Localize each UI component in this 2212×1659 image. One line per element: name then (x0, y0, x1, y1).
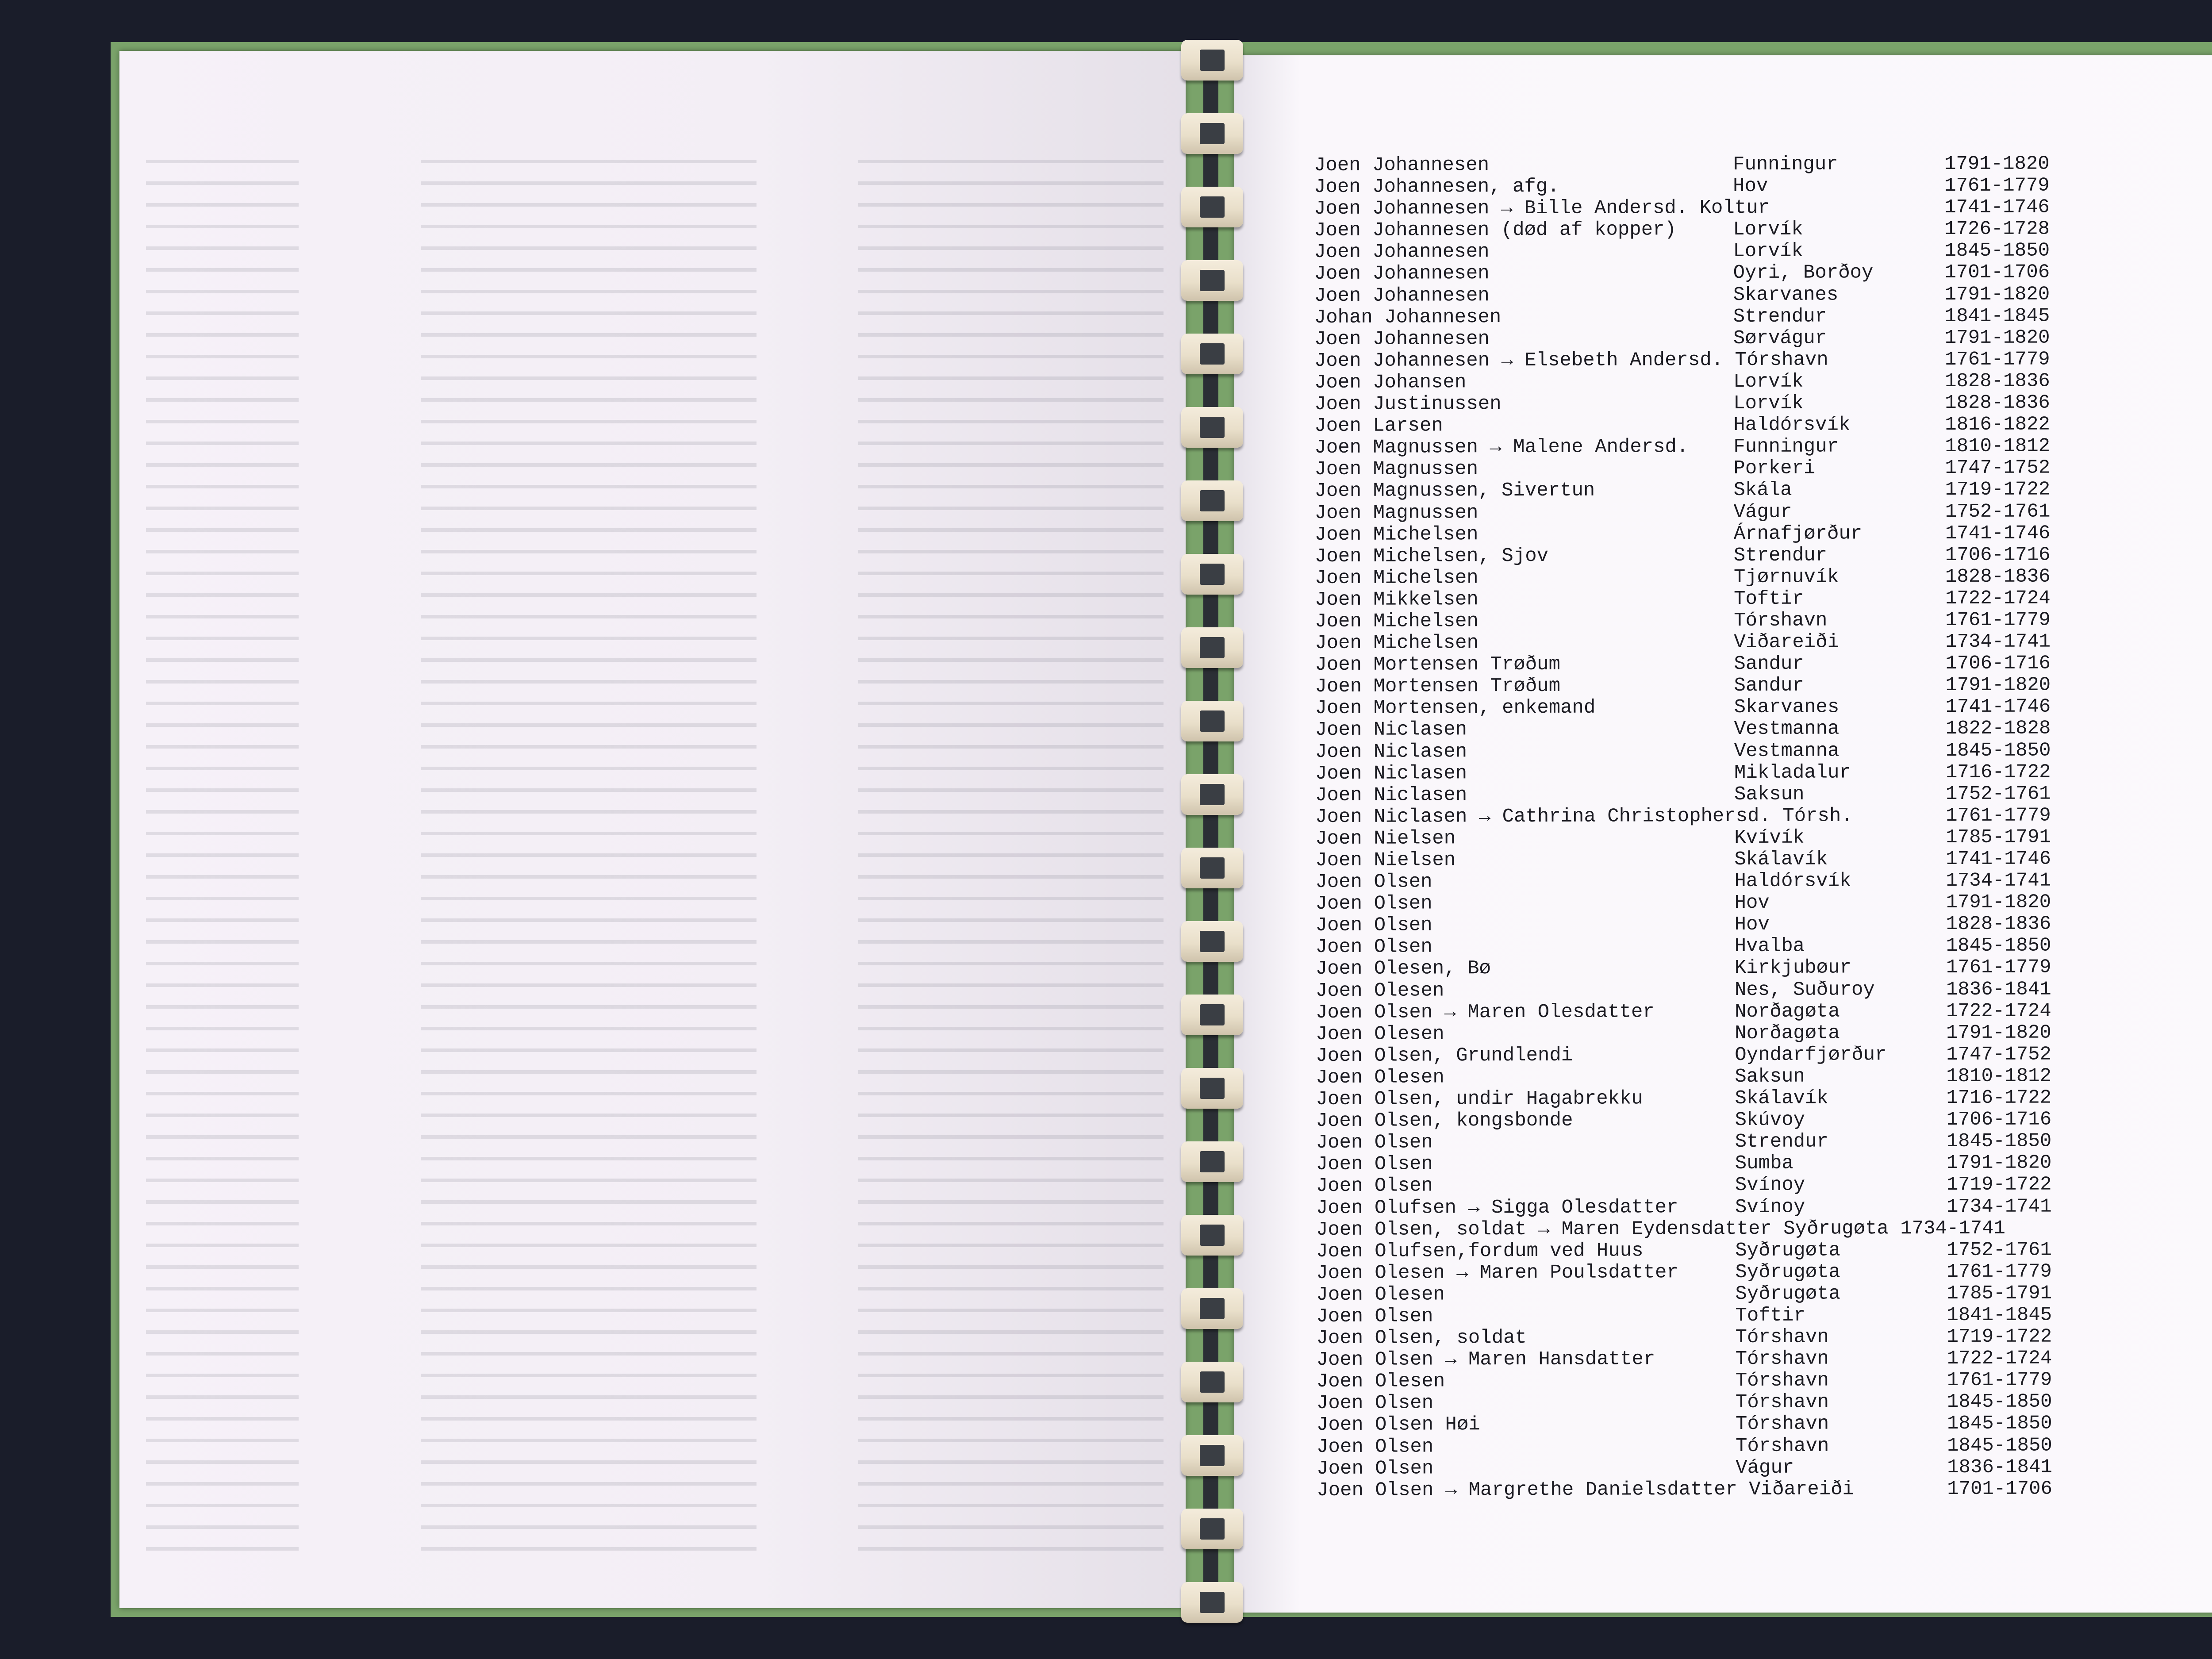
entry-name: Joen Michelsen (1314, 523, 1479, 546)
entry-years: 1828-1836 (1945, 392, 2050, 415)
entry-years: 1722-1724 (1945, 587, 2051, 610)
entry-place: Hov (1734, 892, 1770, 914)
entry-years: 1701-1706 (1944, 261, 2050, 284)
entry-place: Tórshavn (1735, 1369, 1829, 1392)
entry-years: 1722-1724 (1946, 1000, 2051, 1022)
entry-name: Joen Niclasen (1315, 718, 1467, 741)
entry-years: 1719-1722 (1946, 1173, 2052, 1196)
register-entry (1316, 1065, 2212, 1089)
entry-years: 1791-1820 (1944, 283, 2050, 306)
entry-name: Joen Olsen (1316, 1153, 1433, 1176)
entry-years: 1791-1820 (1946, 1152, 2052, 1175)
register-entry (1316, 1108, 2212, 1132)
entry-place: Syðrugøta (1735, 1261, 1840, 1283)
register-entry (1316, 978, 2212, 1002)
register-entry (1316, 935, 2212, 959)
entry-years: 1836-1841 (1947, 1456, 2052, 1479)
register-entry (1316, 1304, 2212, 1328)
entry-name: Joen Olsen (1316, 1392, 1434, 1415)
register-entry (1314, 457, 2212, 481)
entry-place: Syðrugøta (1735, 1239, 1840, 1262)
entry-place: Tórshavn (1736, 1435, 1829, 1457)
register-entry (1315, 674, 2212, 698)
register-entry (1315, 565, 2212, 589)
entry-name: Joen Olsen (1315, 871, 1432, 894)
binding-coil (1181, 187, 1243, 227)
entry-years: 1785-1791 (1947, 1282, 2052, 1305)
entry-name: Joen Michelsen (1314, 567, 1479, 589)
register-entry (1314, 348, 2212, 372)
entry-place: Svínoy (1735, 1196, 1805, 1218)
entry-name: Joen Olesen, Bø (1315, 957, 1491, 980)
register-entry (1316, 1282, 2212, 1306)
entry-name: Joen Niclasen (1315, 762, 1467, 785)
register-entry (1315, 479, 2212, 503)
register-entry (1314, 283, 2212, 307)
entry-name: Joen Olsen (1316, 1131, 1433, 1154)
entry-place: Norðagøta (1735, 1000, 1840, 1023)
entry-years: 1741-1746 (1945, 522, 2051, 545)
register-entry (1314, 435, 2212, 459)
entry-name: Joen Olsen, Grundlendi (1316, 1044, 1573, 1067)
register-entry (1314, 196, 2212, 220)
register-entry (1314, 218, 2212, 242)
entry-place: Tórshavn (1735, 1413, 1829, 1436)
binding-coil (1181, 407, 1243, 448)
register-entry (1317, 1325, 2212, 1349)
entry-name: Joen Olsen (1315, 892, 1432, 915)
register-entry (1314, 261, 2212, 285)
entry-place: Tórshavn (1735, 1391, 1829, 1414)
entry-place: Haldórsvík (1734, 870, 1851, 893)
entry-years: 1845-1850 (1947, 1390, 2052, 1413)
entry-place: Kvívík (1734, 826, 1805, 849)
entry-place: Toftir (1735, 1304, 1805, 1327)
register-entry (1316, 1043, 2212, 1067)
binding-coil (1181, 774, 1243, 815)
entry-years: 1761-1779 (1946, 956, 2051, 979)
entry-years: 1747-1752 (1945, 457, 2051, 480)
entry-name: Joen Johannesen (død af kopper) (1314, 219, 1676, 242)
entry-name: Joen Johannesen (1313, 154, 1490, 177)
register-entry (1314, 153, 2212, 177)
entry-name: Joen Olsen → Maren Olesdatter (1316, 1001, 1655, 1024)
entry-name: Joen Olsen, soldat → Maren Eydensdatter Syðrugøta 1734-1741 (1316, 1217, 2005, 1241)
entry-name: Joen Olsen (1315, 936, 1432, 959)
entry-name: Joen Niclasen → Cathrina Christophersd. Tórsh. (1315, 805, 1853, 828)
entry-years: 1726-1728 (1944, 218, 2050, 241)
entry-years: 1706-1716 (1945, 544, 2051, 566)
entry-years: 1719-1722 (1947, 1325, 2052, 1348)
entry-place: Strendur (1735, 1130, 1828, 1153)
register-entry (1315, 826, 2212, 850)
entry-name: Joen Olesen (1316, 1370, 1445, 1393)
entry-name: Joen Olsen (1317, 1435, 1434, 1458)
entry-name: Joen Olesen (1316, 1066, 1444, 1089)
entry-name: Joen Niclasen (1315, 783, 1467, 806)
entry-years: 1791-1820 (1944, 153, 2050, 176)
register-entry (1317, 1478, 2212, 1502)
entry-name: Joen Johansen (1314, 371, 1467, 394)
register-entry (1316, 1195, 2212, 1219)
register-entry (1316, 1087, 2212, 1110)
entry-name: Joen Olsen → Margrethe Danielsdatter Viðareiði (1317, 1478, 1854, 1502)
entry-years: 1716-1722 (1945, 761, 2051, 783)
entry-years: 1722-1724 (1947, 1347, 2052, 1370)
entry-place: Lorvík (1733, 218, 1803, 241)
entry-years: 1828-1836 (1946, 913, 2051, 936)
entry-years: 1841-1845 (1947, 1304, 2052, 1326)
entry-name: Joen Mortensen Trøðum (1315, 653, 1560, 676)
entry-name: Joen Nielsen (1315, 827, 1456, 850)
register-entry (1314, 370, 2212, 394)
entry-years: 1791-1820 (1946, 1022, 2051, 1044)
entry-name: Joen Olesen (1315, 979, 1444, 1002)
entry-name: Joen Michelsen, Sjov (1314, 545, 1549, 568)
register-entry (1316, 1239, 2212, 1263)
register-entry (1315, 869, 2212, 893)
entry-place: Skúvoy (1735, 1109, 1805, 1132)
entry-place: Toftir (1734, 588, 1804, 610)
entry-name: Joen Johannesen, afg. (1314, 175, 1559, 199)
entry-years: 1828-1836 (1945, 565, 2051, 588)
entry-place: Hvalba (1734, 935, 1805, 958)
entry-years: 1752-1761 (1945, 783, 2051, 805)
entry-place: Syðrugøta (1735, 1283, 1841, 1305)
entry-place: Strendur (1733, 305, 1827, 328)
entry-years: 1836-1841 (1946, 978, 2051, 1001)
entry-years: 1752-1761 (1947, 1239, 2052, 1261)
register-entry (1315, 804, 2212, 828)
binding-coil (1181, 1509, 1243, 1549)
entry-years: 1734-1741 (1946, 1195, 2052, 1218)
binding-coil (1181, 921, 1243, 962)
entry-name: Joen Olsen, undir Hagabrekku (1316, 1087, 1643, 1111)
register-entry (1316, 1260, 2212, 1284)
binding-coil (1181, 701, 1243, 741)
entry-name: Joen Mortensen, enkemand (1315, 697, 1596, 720)
register-entry (1315, 630, 2212, 654)
entry-years: 1845-1850 (1944, 239, 2050, 262)
entry-place: Sandur (1734, 653, 1804, 676)
entry-years: 1706-1716 (1946, 1108, 2052, 1131)
entry-name: Joen Olsen Høi (1316, 1413, 1480, 1436)
entry-years: 1741-1746 (1945, 695, 2051, 718)
register-entry (1315, 609, 2212, 633)
register-entry (1316, 1174, 2212, 1198)
binding-coil (1181, 995, 1243, 1035)
entry-place: Oyri, Borðoy (1733, 261, 1874, 284)
entry-name: Joen Magnussen (1314, 458, 1479, 481)
entry-name: Joen Mortensen Trøðum (1315, 675, 1561, 698)
entry-years: 1791-1820 (1944, 326, 2050, 349)
entry-name: Joen Olsen → Maren Hansdatter (1316, 1348, 1655, 1371)
entry-place: Funningur (1733, 435, 1839, 458)
entry-years: 1734-1741 (1945, 630, 2051, 653)
entry-place: Haldórsvík (1733, 414, 1851, 437)
entry-name: Joen Magnussen, Sivertun (1314, 480, 1595, 503)
register-entry (1314, 174, 2212, 198)
entry-place: Oyndarfjørður (1735, 1044, 1887, 1066)
entry-name: Joen Olsen (1316, 1175, 1433, 1198)
entry-years: 1706-1716 (1945, 652, 2051, 675)
entry-years: 1761-1779 (1947, 1260, 2052, 1283)
register-entry (1315, 761, 2212, 785)
entry-years: 1719-1722 (1945, 478, 2051, 501)
entry-place: Tórshavn (1735, 1348, 1829, 1371)
entry-place: Sandur (1734, 674, 1805, 697)
register-entry (1315, 522, 2212, 546)
binding-coil (1181, 627, 1243, 668)
register-entry (1315, 739, 2212, 763)
register-entry (1315, 544, 2212, 568)
entry-years: 1761-1779 (1944, 348, 2050, 371)
entry-years: 1841-1845 (1944, 305, 2050, 327)
entry-name: Joen Mikkelsen (1315, 588, 1479, 611)
binding-coil (1181, 1362, 1243, 1402)
entry-place: Hov (1733, 175, 1768, 198)
entry-name: Joen Olsen, soldat (1316, 1327, 1527, 1350)
entry-years: 1741-1746 (1946, 848, 2051, 871)
register-entry (1316, 1217, 2212, 1241)
entry-years: 1761-1779 (1946, 804, 2051, 827)
binding-coil (1181, 1288, 1243, 1329)
entry-place: Skálavík (1734, 848, 1828, 871)
entry-place: Svínoy (1735, 1174, 1805, 1197)
entry-name: Joen Michelsen (1315, 610, 1479, 633)
binding-coil (1181, 113, 1243, 154)
entry-place: Lorvík (1733, 392, 1804, 415)
entry-years: 1845-1850 (1946, 934, 2051, 957)
entry-years: 1810-1812 (1946, 1065, 2052, 1087)
entry-name: Johan Johannesen (1314, 306, 1502, 329)
entry-place: Sumba (1735, 1152, 1793, 1175)
entry-place: Sørvágur (1733, 327, 1827, 349)
entry-place: Vestmanna (1734, 740, 1839, 762)
register-entry (1314, 413, 2212, 437)
register-entry (1317, 1456, 2212, 1480)
register-entry (1314, 240, 2212, 264)
entry-place: Funningur (1732, 153, 1838, 176)
entry-name: Joen Nielsen (1315, 849, 1456, 872)
entry-place: Árnafjørður (1733, 522, 1863, 545)
binding-coil (1181, 1215, 1243, 1256)
entry-place: Skarvanes (1734, 696, 1839, 719)
right-page (1234, 55, 2212, 1613)
binding-coil (1181, 1582, 1243, 1623)
entry-place: Skarvanes (1733, 284, 1839, 306)
entry-place: Hov (1734, 914, 1770, 936)
binding-coil (1181, 554, 1243, 595)
entry-place: Saksun (1734, 783, 1805, 806)
entry-years: 1716-1722 (1946, 1087, 2052, 1110)
entry-place: Tórshavn (1735, 1326, 1829, 1349)
entry-years: 1747-1752 (1946, 1043, 2051, 1066)
entry-name: Joen Magnussen → Malene Andersd. (1314, 436, 1689, 459)
show-through-text (146, 148, 1164, 1564)
entry-years: 1791-1820 (1945, 674, 2051, 697)
entry-name: Joen Olsen, kongsbonde (1316, 1109, 1573, 1133)
register-entry (1314, 305, 2212, 329)
register-entry (1317, 1413, 2212, 1436)
entry-place: Norðagøta (1735, 1022, 1840, 1045)
entry-years: 1845-1850 (1946, 1130, 2052, 1153)
register-entry (1316, 956, 2212, 980)
entry-years: 1791-1820 (1946, 891, 2051, 914)
entry-name: Joen Olesen (1316, 1023, 1444, 1045)
entry-place: Tórshavn (1734, 609, 1828, 632)
register-entry (1315, 891, 2212, 915)
register-entry (1317, 1347, 2212, 1371)
register-entry (1317, 1391, 2212, 1415)
entry-years: 1845-1850 (1947, 1434, 2052, 1457)
entry-place: Skálavík (1735, 1087, 1828, 1110)
entry-years: 1822-1828 (1945, 717, 2051, 740)
register-entry (1315, 848, 2212, 872)
entry-place: Saksun (1735, 1065, 1805, 1088)
entry-name: Joen Johannesen (1314, 262, 1490, 285)
binding-coil (1181, 1068, 1243, 1109)
entry-years: 1701-1706 (1947, 1478, 2053, 1500)
register-entry (1317, 1369, 2212, 1393)
entry-place: Viðareiði (1734, 631, 1839, 654)
entry-name: Joen Olsen (1317, 1457, 1434, 1480)
entry-name: Joen Johannesen → Elsebeth Andersd. Tórshavn (1314, 349, 1828, 372)
entry-name: Joen Johannesen (1314, 284, 1490, 307)
entry-name: Joen Johannesen (1314, 327, 1490, 350)
entry-name: Joen Niclasen (1315, 740, 1467, 763)
entry-years: 1828-1836 (1945, 370, 2050, 392)
entry-name: Joen Olsen (1316, 1305, 1433, 1328)
register-entry (1316, 1130, 2212, 1154)
entry-name: Joen Olesen → Maren Poulsdatter (1316, 1261, 1678, 1284)
register-entry (1316, 1152, 2212, 1176)
entry-place: Strendur (1733, 544, 1828, 567)
entry-years: 1761-1779 (1944, 174, 2050, 197)
entry-years: 1752-1761 (1945, 500, 2051, 523)
entry-years: 1845-1850 (1947, 1412, 2052, 1435)
register-entry (1314, 326, 2212, 350)
entry-name: Joen Justinussen (1314, 393, 1502, 416)
entry-years: 1734-1741 (1946, 869, 2051, 892)
entry-place: Vágur (1733, 501, 1792, 523)
binding-coil (1181, 1435, 1243, 1476)
entry-place: Lorvík (1733, 370, 1804, 393)
entry-years: 1741-1746 (1944, 196, 2050, 219)
register-entry (1314, 392, 2212, 415)
entry-name: Joen Johannesen → Bille Andersd. Koltur (1314, 197, 1770, 220)
binding-coil (1181, 848, 1243, 888)
entry-years: 1761-1779 (1947, 1369, 2052, 1392)
entry-name: Joen Michelsen (1315, 632, 1479, 655)
entry-years: 1845-1850 (1945, 739, 2051, 762)
entry-years: 1810-1812 (1945, 435, 2051, 458)
entry-name: Joen Olesen (1316, 1283, 1445, 1306)
entry-name: Joen Olufsen → Sigga Olesdatter (1316, 1196, 1678, 1219)
entry-name: Joen Olufsen,fordum ved Huus (1316, 1240, 1644, 1263)
entry-place: Skála (1733, 479, 1792, 502)
binding-coil (1181, 334, 1243, 374)
entry-place: Nes, Suðuroy (1734, 978, 1875, 1001)
entry-place: Lorvík (1733, 240, 1803, 263)
spiral-binding (1150, 27, 1270, 1619)
entry-place: Mikladalur (1734, 761, 1851, 784)
entry-place: Vestmanna (1734, 718, 1839, 741)
entry-name: Joen Larsen (1314, 415, 1443, 438)
register-entry (1315, 587, 2212, 611)
register-entry (1316, 913, 2212, 937)
register-entry (1316, 1022, 2212, 1045)
register-entry (1316, 1000, 2212, 1024)
register-entry (1315, 696, 2212, 720)
binding-coil (1181, 260, 1243, 301)
entry-name: Joen Olsen (1315, 914, 1432, 937)
register-entry (1317, 1434, 2212, 1458)
entry-place: Kirkjubøur (1734, 956, 1851, 979)
register-entry (1315, 500, 2212, 524)
register-list (1314, 153, 2212, 1502)
entry-name: Joen Magnussen (1314, 501, 1479, 524)
entry-place: Porkeri (1733, 457, 1816, 480)
entry-years: 1785-1791 (1946, 826, 2051, 849)
entry-place: Vágur (1736, 1456, 1794, 1479)
register-entry (1315, 652, 2212, 676)
register-entry (1315, 718, 2212, 741)
register-entry (1315, 783, 2212, 806)
entry-name: Joen Johannesen (1314, 241, 1490, 264)
binding-coil (1181, 480, 1243, 521)
entry-place: Tjørnuvík (1733, 566, 1839, 588)
binding-coil (1181, 1141, 1243, 1182)
entry-years: 1761-1779 (1945, 609, 2051, 631)
binding-coil (1181, 40, 1243, 81)
entry-years: 1816-1822 (1945, 413, 2050, 436)
left-page-faded (119, 51, 1186, 1608)
